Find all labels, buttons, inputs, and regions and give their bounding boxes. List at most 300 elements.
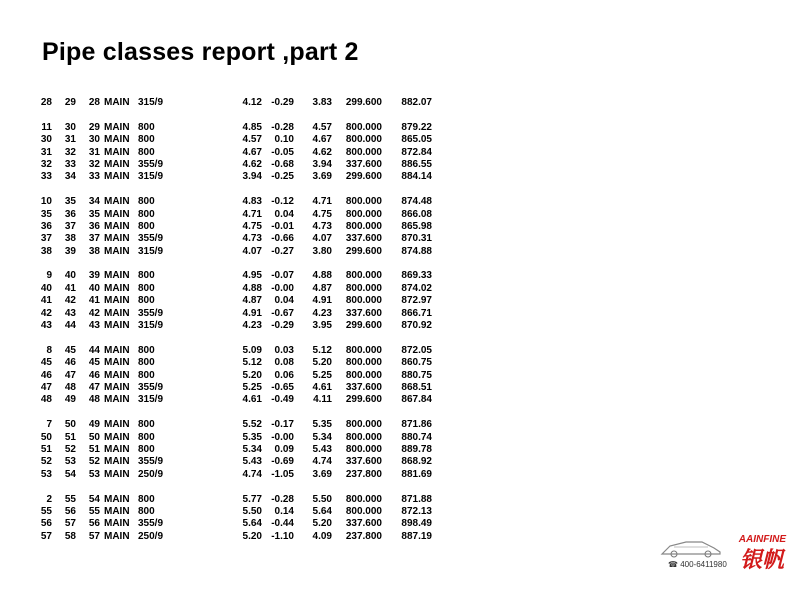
value-3: 4.71 bbox=[312, 196, 332, 208]
value-4: 237.800 bbox=[345, 530, 382, 542]
value-4: 337.600 bbox=[345, 381, 382, 393]
value-5: 860.75 bbox=[401, 357, 432, 369]
table-row bbox=[0, 147, 800, 159]
pipe-position: MAIN bbox=[104, 121, 130, 133]
to-node: 58 bbox=[64, 530, 76, 542]
pipe-class: 315/9 bbox=[138, 245, 164, 257]
pipe-position: MAIN bbox=[104, 456, 130, 468]
from-node: 10 bbox=[40, 196, 52, 208]
to-node: 55 bbox=[64, 493, 76, 505]
pipe-number: 32 bbox=[88, 158, 100, 170]
to-node: 45 bbox=[64, 344, 76, 356]
value-1: 5.35 bbox=[242, 431, 262, 443]
value-3: 4.73 bbox=[312, 220, 332, 232]
to-node: 48 bbox=[64, 381, 76, 393]
to-node: 29 bbox=[64, 97, 76, 108]
pipe-position: MAIN bbox=[104, 171, 130, 183]
from-node: 37 bbox=[40, 233, 52, 245]
value-5: 872.97 bbox=[401, 295, 432, 307]
value-1: 5.20 bbox=[242, 530, 262, 542]
to-node: 34 bbox=[64, 171, 76, 183]
pipe-number: 50 bbox=[88, 431, 100, 443]
car-silhouette-icon bbox=[660, 536, 722, 558]
value-4: 299.600 bbox=[345, 320, 382, 332]
value-3: 4.09 bbox=[312, 530, 332, 542]
value-4: 337.600 bbox=[345, 518, 382, 530]
pipe-number: 37 bbox=[88, 233, 100, 245]
from-node: 50 bbox=[40, 431, 52, 443]
value-3: 5.12 bbox=[312, 344, 332, 356]
group-spacer bbox=[0, 332, 800, 344]
value-1: 5.64 bbox=[242, 518, 262, 530]
value-2: -0.68 bbox=[271, 158, 294, 170]
pipe-number: 48 bbox=[88, 394, 100, 406]
value-4: 800.000 bbox=[345, 282, 382, 294]
value-5: 880.74 bbox=[401, 431, 432, 443]
value-5: 872.05 bbox=[401, 344, 432, 356]
value-1: 4.87 bbox=[242, 295, 262, 307]
value-1: 5.34 bbox=[242, 443, 262, 455]
value-4: 800.000 bbox=[345, 493, 382, 505]
value-2: -0.27 bbox=[271, 245, 294, 257]
pipe-number: 38 bbox=[88, 245, 100, 257]
value-5: 884.14 bbox=[401, 171, 432, 183]
from-node: 41 bbox=[40, 295, 52, 307]
value-1: 5.25 bbox=[242, 381, 262, 393]
table-row bbox=[0, 295, 800, 307]
value-2: -0.28 bbox=[271, 121, 294, 133]
pipe-number: 39 bbox=[88, 270, 100, 282]
value-2: -0.67 bbox=[271, 307, 294, 319]
pipe-number: 31 bbox=[88, 146, 100, 158]
table-row bbox=[0, 432, 800, 444]
pipe-position: MAIN bbox=[104, 134, 130, 146]
pipe-position: MAIN bbox=[104, 419, 130, 431]
value-3: 4.11 bbox=[313, 394, 332, 406]
value-3: 5.64 bbox=[312, 505, 332, 517]
value-5: 886.55 bbox=[401, 158, 432, 170]
pipe-number: 52 bbox=[88, 456, 100, 468]
to-node: 44 bbox=[64, 320, 76, 332]
value-2: -0.07 bbox=[271, 270, 294, 282]
value-4: 800.000 bbox=[345, 220, 382, 232]
value-5: 882.07 bbox=[401, 97, 432, 108]
pipe-class: 800 bbox=[138, 295, 155, 307]
pipe-class: 315/9 bbox=[138, 394, 164, 406]
group-spacer bbox=[0, 407, 800, 419]
pipe-class: 355/9 bbox=[138, 518, 164, 530]
pipe-class: 800 bbox=[138, 220, 155, 232]
value-3: 5.43 bbox=[312, 443, 332, 455]
value-3: 5.50 bbox=[312, 493, 332, 505]
from-node: 57 bbox=[40, 530, 52, 542]
value-1: 4.61 bbox=[242, 394, 262, 406]
value-3: 3.69 bbox=[312, 171, 332, 183]
value-3: 4.23 bbox=[312, 307, 332, 319]
pipe-number: 34 bbox=[88, 196, 100, 208]
value-4: 337.600 bbox=[345, 158, 382, 170]
table-row bbox=[0, 345, 800, 357]
from-node: 55 bbox=[40, 505, 52, 517]
company-logo bbox=[660, 534, 788, 578]
value-5: 866.71 bbox=[401, 307, 432, 319]
value-1: 3.94 bbox=[242, 171, 262, 183]
to-node: 51 bbox=[64, 431, 76, 443]
value-4: 800.000 bbox=[345, 357, 382, 369]
table-row bbox=[0, 171, 800, 183]
value-1: 4.85 bbox=[242, 121, 262, 133]
value-4: 299.600 bbox=[345, 171, 382, 183]
from-node: 33 bbox=[40, 171, 52, 183]
from-node: 45 bbox=[40, 357, 52, 369]
table-row bbox=[0, 506, 800, 518]
value-3: 3.83 bbox=[312, 97, 332, 108]
table-row bbox=[0, 444, 800, 456]
value-4: 337.600 bbox=[345, 456, 382, 468]
to-node: 50 bbox=[64, 419, 76, 431]
pipe-class: 355/9 bbox=[138, 456, 164, 468]
pipe-position: MAIN bbox=[104, 443, 130, 455]
value-3: 3.94 bbox=[312, 158, 332, 170]
pipe-position: MAIN bbox=[104, 357, 130, 369]
value-4: 800.000 bbox=[345, 121, 382, 133]
table-row bbox=[0, 357, 800, 369]
value-1: 5.77 bbox=[242, 493, 262, 505]
from-node: 9 bbox=[46, 270, 52, 282]
value-3: 3.80 bbox=[312, 245, 332, 257]
value-2: -0.12 bbox=[271, 196, 294, 208]
from-node: 32 bbox=[40, 158, 52, 170]
value-1: 4.71 bbox=[242, 208, 262, 220]
value-4: 800.000 bbox=[345, 344, 382, 356]
group-spacer bbox=[0, 184, 800, 196]
pipe-position: MAIN bbox=[104, 245, 130, 257]
value-2: -0.28 bbox=[271, 493, 294, 505]
value-2: -0.44 bbox=[271, 518, 294, 530]
pipe-number: 41 bbox=[88, 295, 100, 307]
pipe-class: 800 bbox=[138, 431, 155, 443]
value-5: 868.92 bbox=[401, 456, 432, 468]
from-node: 8 bbox=[46, 344, 52, 356]
pipe-number: 30 bbox=[88, 134, 100, 146]
from-node: 43 bbox=[40, 320, 52, 332]
value-3: 4.91 bbox=[312, 295, 332, 307]
pipe-number: 33 bbox=[88, 171, 100, 183]
table-row bbox=[0, 233, 800, 245]
value-2: -0.00 bbox=[271, 431, 294, 443]
to-node: 49 bbox=[64, 394, 76, 406]
pipe-class: 315/9 bbox=[138, 97, 164, 108]
value-2: -0.66 bbox=[271, 233, 294, 245]
value-3: 5.35 bbox=[312, 419, 332, 431]
pipe-class: 800 bbox=[138, 505, 155, 517]
pipe-position: MAIN bbox=[104, 344, 130, 356]
pipe-number: 54 bbox=[88, 493, 100, 505]
pipe-position: MAIN bbox=[104, 307, 130, 319]
table-row bbox=[0, 283, 800, 295]
to-node: 53 bbox=[64, 456, 76, 468]
from-node: 28 bbox=[40, 97, 52, 108]
pipe-number: 36 bbox=[88, 220, 100, 232]
pipe-class: 800 bbox=[138, 357, 155, 369]
value-5: 867.84 bbox=[401, 394, 432, 406]
value-2: 0.04 bbox=[274, 208, 294, 220]
from-node: 11 bbox=[41, 121, 52, 133]
value-4: 337.600 bbox=[345, 307, 382, 319]
pipe-class: 800 bbox=[138, 196, 155, 208]
pipe-position: MAIN bbox=[104, 468, 130, 480]
pipe-number: 35 bbox=[88, 208, 100, 220]
value-3: 5.25 bbox=[312, 369, 332, 381]
table-row bbox=[0, 382, 800, 394]
table-row bbox=[0, 134, 800, 146]
value-4: 800.000 bbox=[345, 208, 382, 220]
value-1: 5.43 bbox=[242, 456, 262, 468]
value-1: 5.09 bbox=[242, 344, 262, 356]
value-2: -1.10 bbox=[271, 530, 294, 542]
value-1: 4.74 bbox=[242, 468, 262, 480]
pipe-class: 800 bbox=[138, 208, 155, 220]
table-row bbox=[0, 394, 800, 406]
to-node: 43 bbox=[64, 307, 76, 319]
pipe-class: 800 bbox=[138, 443, 155, 455]
value-4: 800.000 bbox=[345, 505, 382, 517]
value-3: 4.07 bbox=[312, 233, 332, 245]
pipe-class: 800 bbox=[138, 270, 155, 282]
table-row bbox=[0, 159, 800, 171]
to-node: 37 bbox=[64, 220, 76, 232]
pipe-class: 800 bbox=[138, 493, 155, 505]
value-1: 4.75 bbox=[242, 220, 262, 232]
value-1: 4.23 bbox=[242, 320, 262, 332]
to-node: 30 bbox=[64, 121, 76, 133]
pipe-number: 49 bbox=[88, 419, 100, 431]
table-row bbox=[0, 456, 800, 468]
to-node: 31 bbox=[64, 134, 76, 146]
pipe-class: 355/9 bbox=[138, 381, 164, 393]
pipe-number: 43 bbox=[88, 320, 100, 332]
value-2: 0.09 bbox=[274, 443, 294, 455]
value-1: 5.52 bbox=[242, 419, 262, 431]
pipe-number: 53 bbox=[88, 468, 100, 480]
value-1: 4.07 bbox=[242, 245, 262, 257]
from-node: 52 bbox=[40, 456, 52, 468]
value-2: -0.17 bbox=[271, 419, 294, 431]
table-row bbox=[0, 469, 800, 481]
value-4: 800.000 bbox=[345, 146, 382, 158]
value-1: 4.88 bbox=[242, 282, 262, 294]
value-5: 874.02 bbox=[401, 282, 432, 294]
pipe-position: MAIN bbox=[104, 270, 130, 282]
pipe-class: 800 bbox=[138, 369, 155, 381]
pipe-position: MAIN bbox=[104, 518, 130, 530]
page-title: Pipe classes report ,part 2 bbox=[42, 38, 359, 66]
value-1: 5.50 bbox=[242, 505, 262, 517]
value-2: 0.14 bbox=[274, 505, 294, 517]
value-1: 5.20 bbox=[242, 369, 262, 381]
value-5: 865.98 bbox=[401, 220, 432, 232]
value-2: -0.29 bbox=[271, 320, 294, 332]
value-5: 871.88 bbox=[401, 493, 432, 505]
pipe-class: 800 bbox=[138, 134, 155, 146]
value-4: 800.000 bbox=[345, 443, 382, 455]
value-5: 868.51 bbox=[401, 381, 432, 393]
pipe-class: 315/9 bbox=[138, 320, 164, 332]
pipe-position: MAIN bbox=[104, 146, 130, 158]
value-3: 4.61 bbox=[312, 381, 332, 393]
value-2: -0.01 bbox=[271, 220, 294, 232]
pipe-position: MAIN bbox=[104, 320, 130, 332]
table-row bbox=[0, 494, 800, 506]
pipe-position: MAIN bbox=[104, 220, 130, 232]
pipe-class: 800 bbox=[138, 344, 155, 356]
logo-chinese-text: 银帆 bbox=[739, 547, 784, 572]
pipe-class: 800 bbox=[138, 121, 155, 133]
value-2: -0.29 bbox=[271, 97, 294, 108]
to-node: 35 bbox=[64, 196, 76, 208]
value-2: -1.05 bbox=[271, 468, 294, 480]
value-2: -0.25 bbox=[271, 171, 294, 183]
group-spacer bbox=[0, 258, 800, 270]
from-node: 40 bbox=[40, 282, 52, 294]
pipe-position: MAIN bbox=[104, 431, 130, 443]
value-1: 4.57 bbox=[242, 134, 262, 146]
value-5: 869.33 bbox=[401, 270, 432, 282]
value-2: 0.03 bbox=[274, 344, 294, 356]
value-3: 4.74 bbox=[312, 456, 332, 468]
value-1: 4.83 bbox=[242, 196, 262, 208]
pipe-position: MAIN bbox=[104, 97, 130, 108]
value-5: 874.88 bbox=[401, 245, 432, 257]
table-row bbox=[0, 196, 800, 208]
pipe-class: 800 bbox=[138, 419, 155, 431]
value-4: 800.000 bbox=[345, 431, 382, 443]
pipe-class: 355/9 bbox=[138, 158, 164, 170]
value-2: -0.69 bbox=[271, 456, 294, 468]
pipe-position: MAIN bbox=[104, 369, 130, 381]
pipe-class: 355/9 bbox=[138, 233, 164, 245]
pipe-class: 800 bbox=[138, 282, 155, 294]
value-3: 4.87 bbox=[312, 282, 332, 294]
pipe-number: 57 bbox=[88, 530, 100, 542]
value-1: 4.12 bbox=[242, 97, 262, 108]
pipe-position: MAIN bbox=[104, 233, 130, 245]
pipe-position: MAIN bbox=[104, 394, 130, 406]
pipe-class: 315/9 bbox=[138, 171, 164, 183]
value-5: 870.92 bbox=[401, 320, 432, 332]
from-node: 35 bbox=[40, 208, 52, 220]
value-4: 237.800 bbox=[345, 468, 382, 480]
value-2: 0.08 bbox=[274, 357, 294, 369]
to-node: 57 bbox=[64, 518, 76, 530]
from-node: 31 bbox=[40, 146, 52, 158]
from-node: 2 bbox=[46, 493, 52, 505]
pipe-class: 250/9 bbox=[138, 530, 164, 542]
value-4: 800.000 bbox=[345, 134, 382, 146]
to-node: 54 bbox=[64, 468, 76, 480]
pipe-position: MAIN bbox=[104, 493, 130, 505]
pipe-position: MAIN bbox=[104, 196, 130, 208]
value-3: 4.75 bbox=[312, 208, 332, 220]
from-node: 48 bbox=[40, 394, 52, 406]
value-4: 800.000 bbox=[345, 295, 382, 307]
value-1: 4.91 bbox=[242, 307, 262, 319]
to-node: 56 bbox=[64, 505, 76, 517]
value-4: 299.600 bbox=[345, 97, 382, 108]
from-node: 7 bbox=[46, 419, 52, 431]
value-5: 870.31 bbox=[401, 233, 432, 245]
value-5: 898.49 bbox=[401, 518, 432, 530]
pipe-number: 56 bbox=[88, 518, 100, 530]
from-node: 30 bbox=[40, 134, 52, 146]
from-node: 46 bbox=[40, 369, 52, 381]
value-3: 5.20 bbox=[312, 518, 332, 530]
pipe-position: MAIN bbox=[104, 282, 130, 294]
pipe-number: 42 bbox=[88, 307, 100, 319]
pipe-classes-table bbox=[0, 97, 800, 543]
value-2: -0.65 bbox=[271, 381, 294, 393]
pipe-position: MAIN bbox=[104, 158, 130, 170]
group-spacer bbox=[0, 109, 800, 121]
pipe-number: 47 bbox=[88, 381, 100, 393]
phone-icon: ☎ bbox=[668, 560, 678, 569]
table-row bbox=[0, 97, 800, 109]
value-5: 874.48 bbox=[401, 196, 432, 208]
value-4: 299.600 bbox=[345, 245, 382, 257]
value-3: 5.20 bbox=[312, 357, 332, 369]
value-1: 4.95 bbox=[242, 270, 262, 282]
value-1: 4.73 bbox=[242, 233, 262, 245]
value-3: 4.57 bbox=[312, 121, 332, 133]
table-row bbox=[0, 320, 800, 332]
value-4: 337.600 bbox=[345, 233, 382, 245]
logo-phone bbox=[668, 560, 727, 569]
to-node: 38 bbox=[64, 233, 76, 245]
pipe-number: 55 bbox=[88, 505, 100, 517]
pipe-number: 51 bbox=[88, 443, 100, 455]
value-1: 5.12 bbox=[242, 357, 262, 369]
pipe-class: 800 bbox=[138, 146, 155, 158]
value-3: 4.67 bbox=[312, 134, 332, 146]
value-5: 881.69 bbox=[401, 468, 432, 480]
value-1: 4.67 bbox=[242, 146, 262, 158]
value-5: 872.13 bbox=[401, 505, 432, 517]
value-2: 0.10 bbox=[274, 134, 294, 146]
to-node: 52 bbox=[64, 443, 76, 455]
to-node: 47 bbox=[64, 369, 76, 381]
value-5: 865.05 bbox=[401, 134, 432, 146]
table-row bbox=[0, 370, 800, 382]
value-5: 879.22 bbox=[401, 121, 432, 133]
to-node: 36 bbox=[64, 208, 76, 220]
pipe-position: MAIN bbox=[104, 381, 130, 393]
value-3: 3.95 bbox=[312, 320, 332, 332]
pipe-class: 250/9 bbox=[138, 468, 164, 480]
value-4: 800.000 bbox=[345, 419, 382, 431]
value-5: 866.08 bbox=[401, 208, 432, 220]
value-3: 3.69 bbox=[312, 468, 332, 480]
value-5: 889.78 bbox=[401, 443, 432, 455]
from-node: 42 bbox=[40, 307, 52, 319]
from-node: 36 bbox=[40, 220, 52, 232]
to-node: 39 bbox=[64, 245, 76, 257]
pipe-number: 44 bbox=[88, 344, 100, 356]
value-5: 872.84 bbox=[401, 146, 432, 158]
group-spacer bbox=[0, 481, 800, 493]
value-4: 800.000 bbox=[345, 369, 382, 381]
value-5: 887.19 bbox=[401, 530, 432, 542]
from-node: 53 bbox=[40, 468, 52, 480]
